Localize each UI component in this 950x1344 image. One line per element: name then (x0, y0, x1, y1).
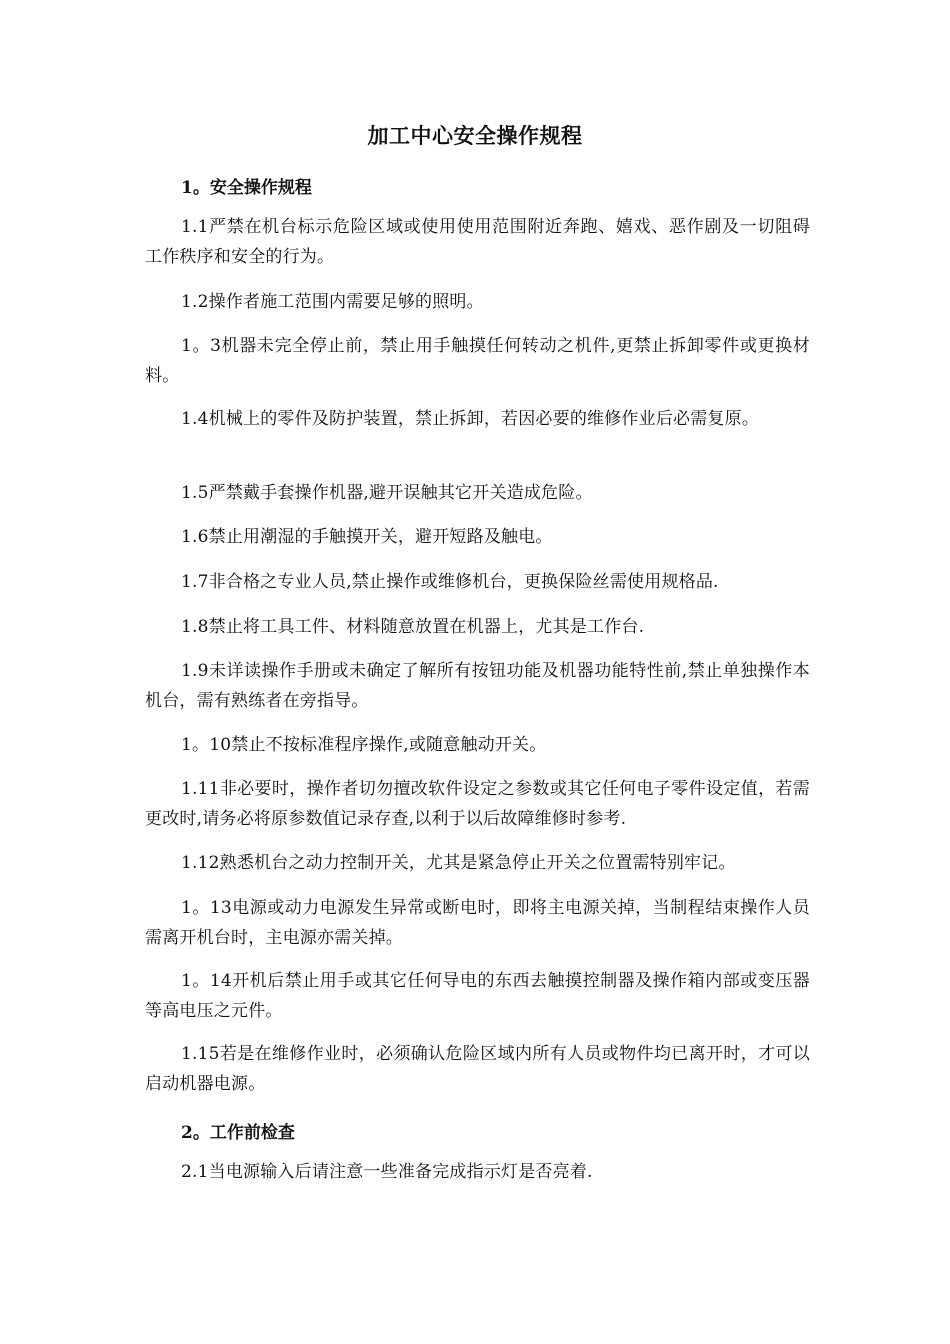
paragraph-1-2: 1.2操作者施工范围内需要足够的照明。 (181, 292, 484, 312)
document-title: 加工中心安全操作规程 (367, 123, 583, 148)
section-heading-1: 1。安全操作规程 (181, 178, 312, 198)
section-heading-2: 2。工作前检查 (181, 1123, 295, 1143)
paragraph-1-4: 1.4机械上的零件及防护装置，禁止拆卸，若因必要的维修作业后必需复原。 (181, 409, 760, 429)
paragraph-1-10: 1。10禁止不按标准程序操作,或随意触动开关。 (181, 735, 547, 755)
paragraph-1-7: 1.7非合格之专业人员,禁止操作或维修机台，更换保险丝需使用规格品. (181, 572, 719, 592)
paragraph-1-13: 1。13电源或动力电源发生异常或断电时，即将主电源关掉，当制程结束操作人员需离开机台时，主电源亦需关掉。 (145, 898, 810, 948)
paragraph-1-15: 1.15若是在维修作业时，必须确认危险区域内所有人员或物件均已离开时，才可以启动机器电源。 (145, 1044, 810, 1094)
paragraph-1-5: 1.5严禁戴手套操作机器,避开误触其它开关造成危险。 (181, 483, 593, 503)
paragraph-1-6: 1.6禁止用潮湿的手触摸开关，避开短路及触电。 (181, 527, 553, 547)
paragraph-2-1: 2.1当电源输入后请注意一些准备完成指示灯是否亮着. (181, 1162, 593, 1182)
paragraph-1-12: 1.12熟悉机台之动力控制开关，尤其是紧急停止开关之位置需特别牢记。 (181, 853, 736, 873)
paragraph-1-9: 1.9未详读操作手册或未确定了解所有按钮功能及机器功能特性前,禁止单独操作本机台，需有熟练者在旁指导。 (145, 661, 810, 711)
paragraph-1-14: 1。14开机后禁止用手或其它任何导电的东西去触摸控制器及操作箱内部或变压器等高电压之元件。 (145, 971, 810, 1021)
paragraph-1-1: 1.1严禁在机台标示危险区域或使用使用范围附近奔跑、嬉戏、恶作剧及一切阻碍工作秩序和安全的行为。 (145, 217, 810, 267)
paragraph-1-8: 1.8禁止将工具工件、材料随意放置在机器上，尤其是工作台. (181, 617, 645, 637)
paragraph-1-3: 1。3机器未完全停止前，禁止用手触摸任何转动之机件,更禁止拆卸零件或更换材料。 (145, 336, 810, 386)
paragraph-1-11: 1.11非必要时，操作者切勿擅改软件设定之参数或其它任何电子零件设定值，若需更改时,请务必将原参数值记录存查,以利于以后故障维修时参考. (145, 779, 810, 829)
